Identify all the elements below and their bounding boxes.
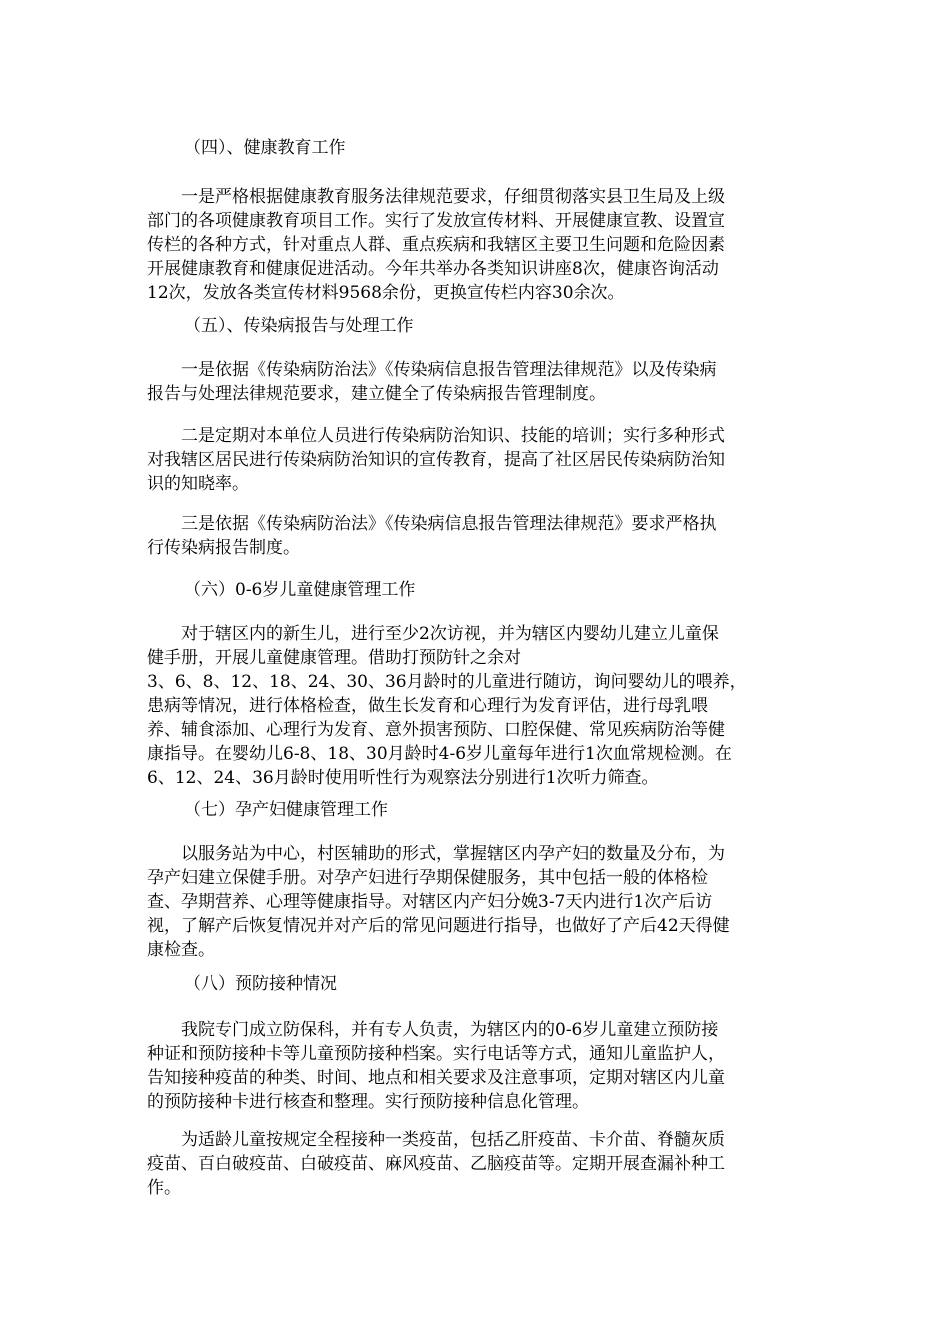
text-line: 孕产妇建立保健手册。对孕产妇进行孕期保健服务，其中包括一般的体格检 xyxy=(147,868,708,888)
heading-text: （五）、传染病报告与处理工作 xyxy=(184,316,414,336)
text-line: 部门的各项健康教育项目工作。实行了发放宣传材料、开展健康宣教、设置宣 xyxy=(147,211,725,231)
text-line: 三是依据《传染病防治法》《传染病信息报告管理法律规范》要求严格执 xyxy=(181,514,717,534)
text-line: 作。 xyxy=(147,1178,181,1198)
text-line: 养、辅食添加、心理行为发育、意外损害预防、口腔保健、常见疾病防治等健 xyxy=(147,720,725,740)
text-line: 传栏的各种方式，针对重点人群、重点疾病和我辖区主要卫生问题和危险因素 xyxy=(147,235,725,255)
text-line: 对于辖区内的新生儿，进行至少2次访视，并为辖区内婴幼儿建立儿童保 xyxy=(181,624,719,644)
text-line: 识的知晓率。 xyxy=(147,474,249,494)
text-line: 二是定期对本单位人员进行传染病防治知识、技能的培训；实行多种形式 xyxy=(181,426,725,446)
text-line: 报告与处理法律规范要求，建立健全了传染病报告管理制度。 xyxy=(147,384,606,404)
heading-text: （六）0-6岁儿童健康管理工作 xyxy=(184,580,416,600)
heading-text: （四）、健康教育工作 xyxy=(184,138,346,158)
paragraph-maternal-health xyxy=(147,842,807,962)
text-line: 查、孕期营养、心理等健康指导。对辖区内产妇分娩3-7天内进行1次产后访 xyxy=(147,892,713,912)
paragraph-infectious-3 xyxy=(147,512,807,560)
paragraph-vaccination-1 xyxy=(147,1018,807,1114)
text-line: 开展健康教育和健康促进活动。今年共举办各类知识讲座8次，健康咨询活动 xyxy=(147,259,719,279)
text-line: 12次，发放各类宣传材料9568余份，更换宣传栏内容30余次。 xyxy=(147,283,625,303)
text-line: 6、12、24、36月龄时使用听性行为观察法分别进行1次听力筛查。 xyxy=(147,768,659,788)
text-line: 为适龄儿童按规定全程接种一类疫苗，包括乙肝疫苗、卡介苗、脊髓灰质 xyxy=(181,1130,725,1150)
text-line: 对我辖区居民进行传染病防治知识的宣传教育，提高了社区居民传染病防治知 xyxy=(147,450,725,470)
text-line: 视，了解产后恢复情况并对产后的常见问题进行指导，也做好了产后42天得健 xyxy=(147,916,730,936)
paragraph-vaccination-2 xyxy=(147,1128,807,1200)
section-heading-8 xyxy=(147,972,807,996)
heading-text: （七）孕产妇健康管理工作 xyxy=(184,800,388,820)
text-line: 以服务站为中心，村医辅助的形式，掌握辖区内孕产妇的数量及分布，为 xyxy=(181,844,725,864)
paragraph-infectious-2 xyxy=(147,424,807,496)
text-line: 健手册，开展儿童健康管理。借助打预防针之余对 xyxy=(147,648,521,668)
text-line: 种证和预防接种卡等儿童预防接种档案。实行电话等方式，通知儿童监护人， xyxy=(147,1044,725,1064)
text-line: 康检查。 xyxy=(147,940,215,960)
section-heading-7 xyxy=(147,798,807,822)
text-line: 一是严格根据健康教育服务法律规范要求，仔细贯彻落实县卫生局及上级 xyxy=(181,187,725,207)
section-heading-6 xyxy=(147,578,807,602)
text-line: 的预防接种卡进行核查和整理。实行预防接种信息化管理。 xyxy=(147,1092,589,1112)
text-line: 一是依据《传染病防治法》《传染病信息报告管理法律规范》以及传染病 xyxy=(181,360,717,380)
text-line: 疫苗、百白破疫苗、白破疫苗、麻风疫苗、乙脑疫苗等。定期开展查漏补种工 xyxy=(147,1154,725,1174)
text-line: 康指导。在婴幼儿6-8、18、30月龄时4-6岁儿童每年进行1次血常规检测。在 xyxy=(147,744,732,764)
paragraph-child-health xyxy=(147,622,807,790)
text-line: 患病等情况，进行体格检查，做生长发育和心理行为发育评估，进行母乳喂 xyxy=(147,696,708,716)
section-heading-4 xyxy=(147,136,807,160)
heading-text: （八）预防接种情况 xyxy=(184,974,337,994)
text-line: 告知接种疫苗的种类、时间、地点和相关要求及注意事项，定期对辖区内儿童 xyxy=(147,1068,725,1088)
text-line: 我院专门成立防保科，并有专人负责，为辖区内的0-6岁儿童建立预防接 xyxy=(181,1020,719,1040)
section-heading-5 xyxy=(147,314,807,338)
text-line: 行传染病报告制度。 xyxy=(147,538,300,558)
text-line: 3、6、8、12、18、24、30、36月龄时的儿童进行随访，询问婴幼儿的喂养， xyxy=(147,672,747,692)
paragraph-infectious-1 xyxy=(147,358,807,406)
paragraph-health-education xyxy=(147,185,807,305)
